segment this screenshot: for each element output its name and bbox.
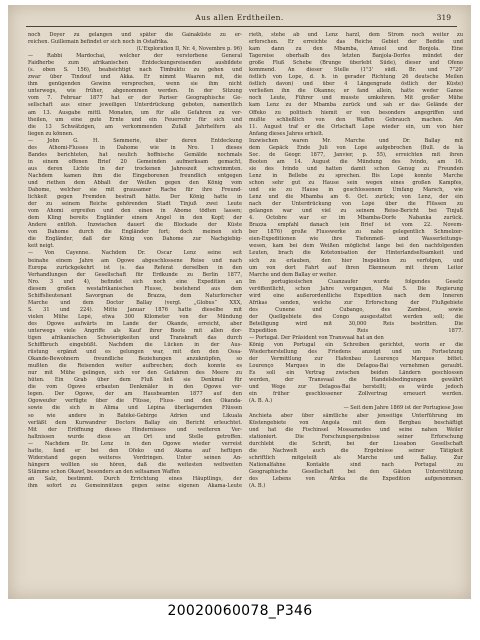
text-line: mußte schließlich von den Waffen Gebrauch machen. Am [249,116,463,123]
text-line: kommend. An dieser Stelle (1°3' südl. Br. und 7°20' [249,67,463,74]
text-line: des Ogowe aufwärts im Lande der Okande, erreicht, aber [28,320,242,327]
text-line: des Lebens von Afrika die Expedition aufgenommen. [249,475,463,482]
text-line: an Salz, bestimmt. Durch Errichtung eines Häuptlings, der [28,475,242,482]
text-line: der Quellgebiete des Congo ausgestattet werden soll; die [249,313,463,320]
text-line: Lourenço Marques in die Delagoa-Bai vernehmen geraubt. [249,363,463,370]
text-line: nur mit Mühe gelingen, sich vor den Gefahren des Meere zu [28,370,242,377]
text-line: keit neigt. [28,243,55,250]
text-line: S. 31 und 224). Mitte Januar 1876 hatte dieselbe mit [28,306,242,313]
text-line: schon sehr gut zu Hause sein wegen eines großen Kampfes, [249,179,463,186]
text-line: Booten am 14. August die Mündung des Ivindo, am 16. [249,158,463,165]
text-line: Anchieta aber über sämtliche aber jenseitige Unterführung im [249,412,463,419]
text-line: hüten. Ein Grab über dem Fluß ließ sie Denkmal für [28,377,242,384]
text-line: dem Kling bereits Engländer einem Angel in den Kopf; der [28,215,242,222]
text-line: (A. B. A.) [249,398,273,405]
text-line: Expedition Reis 1877. [249,327,463,334]
text-line: 11. August traf er die Ortschaft Lopé wieder ein, um von hier [249,123,463,130]
text-line: Okande-Bewohnern freundliche Beziehungen anzuknüpfen, so [28,356,242,363]
text-line: — Portugal. Der Präsident von Transvaal hat an den [249,335,384,342]
text-line: aus deren Lichte in der trockenen Jahreszeit schwimmten. [28,165,242,172]
text-line: König von Portugal ein Schreiben gerichtet, worin er die [249,342,463,349]
text-line: der Vermittlung zur Hafenbau Lourenço Marques bittet. [249,356,463,363]
text-line: sich zu erlauben, den hier Inspektion zu verfolgen, und [249,257,463,264]
text-line: Ogoweufer verfügte über die Flüsse, Fluss- und den Okanda- [28,398,242,405]
text-line: ihm genügenden Gewinn versprechen, wenn sie ihm nicht [28,81,242,88]
text-line: Schiffbruch eingebüßt. Nachdem die Lücken in der Aus- [28,342,242,349]
text-line: Europa zurückgekehrt ist (s. das Referat derselben in den [28,264,242,271]
text-line: haltnissen wurde diese an Ort und Stelle getroffen. [28,433,242,440]
text-line: legen. Der Ogowe, der am Hausbeamten 1877 auf den [28,391,242,398]
text-line: die vom Ogowe erbauten Denkmäler in den Ogowe ver- [28,384,242,391]
text-line: Beteiligung wird mit 30,000 Reis bestritten. Die [249,320,463,327]
text-line: und hat die Fischinsel Mossamedes und seine nahen Weiler [249,426,463,433]
text-line: rieth, stehe ab und Lenz harzl, dem Strom noch weiter zu [249,32,463,38]
text-line: Inzwischen waren Mr. Marche und Dr. Ballay mit [249,137,463,144]
text-line: 4. Octobre war er im Mbamba-Dorfe Nabanka zurück. [249,215,463,222]
text-line: östlich davon) und über 4 Längengrade östlich der Küste) [249,81,463,88]
text-line: des Athomi-Flusses in Dahome wie in Nro. 1 dieses [28,144,242,151]
text-line: hängern wollten sie hören, daß die weitesten weltweiten [28,461,242,468]
text-line: Faidherbe zum afrikanischen Entdeckungsreisenden ausbildete [28,60,242,67]
text-line: noch Leute, Führer und musste umkehren. Mit großer Mühe [249,95,463,102]
text-line: Marche und dem Ballay er weiter. [249,271,337,278]
text-line: Offeko zu politisch hiemit er von besonders angegriffen und [249,109,463,116]
text-line: Nachdem kamen ihm die Eingeborenen freundlich entgegen [28,172,242,179]
text-line: Tagereise oberhalb des letzten Banjola-Dorfes mündet der [249,53,463,60]
text-line: und Wege zur Delagoa-Bai herstellt; es würde jedoch [249,384,463,391]
text-line: Es soll ein Vertrag zwischen beiden Ländern geschlossen [249,370,463,377]
running-title: Aus allen Erdtheilen. [195,13,284,22]
text-line: Andere entfloh. Inzwischen dauert die Blockade der Küste [28,222,242,229]
text-line: in einem offenen Brief 20 Gemeinden aufmerksam gemacht, [28,158,242,165]
text-line: vielen Mühe Lopé, etwa 300 Kilometer von der Mündung [28,313,242,320]
text-line: ihm sofort zu Gemeinnützen gegen seine eigenen Akama-Leute [28,483,242,489]
text-line: — John G. H. Semmerie, über deren Entdeckung [28,137,242,144]
text-line: die Engländer, daß der König von Dahome zur Nachgiebig- [28,236,242,243]
text-line: am 13. Ausgabe mittl. Monaten, um für alle Gefahren zu ver- [28,109,242,116]
text-line: dem Gepäck Ende Juli von Lopé aufgebrochen (Bull. de la [249,144,463,151]
text-line: sie des Ivindo und hatten damit schon Genug zu Freunden [249,165,463,172]
text-line: und sie zu Hause in geschlossenem Umfang Marsch, wie [249,187,463,194]
text-line: eien-Expeditionen wie ihre Tiefenmeß- und Wasserleitungs- [249,236,463,243]
text-line: noch Doyer zu gelangen und später die Gainaküste zu er- [28,32,242,38]
text-line: die Nachwelt auch die Ergebnisse seiner Tätigkeit [249,447,463,454]
text-line: Leuten, brach die Kotetonisation der Hinterlandseltsamkeit und [249,250,463,257]
text-line: kam Lenz zu der Mbamba zurück und sah er das Gelände der [249,102,463,109]
text-line: nach der Unterdrückung von Lopé über die Flüssen zu [249,201,463,208]
text-line: unterwegs, wie früher, abgenommen werden. In der Sitzung [28,88,242,95]
text-line: werden, der Transvaal die Handelsbedingungen gewährt [249,377,463,384]
text-line: Soc. de Géogr. 1877, Janvier, p. 55), erreichten mit ihren [249,151,463,158]
text-line: Marche und dem Doctor Ballay (vergl. „Globus“ XXX, [28,299,242,306]
text-line: Nro. 3 und 4), befindet sich noch eine Expedition an [28,278,242,285]
text-line: ein früher geschlossener Zollvertrag erneuert werden. [249,391,463,398]
text-line: verläßt dem Kurwandrer Doctors Ballay ein Bericht erleuchtet. [28,419,242,426]
text-line: um von dort Fahrt auf ihren Ekenneum mit ihrem Leitor [249,264,463,271]
text-line: theilen, um eine gute Ernte und ein Feuerrohr für sich und [28,116,242,123]
text-line: der zu seinem Reiche gehörenden Stadt Tinjuß zwei Leute [28,201,242,208]
text-line: östlich von Lope, d. h. in gerader Richtung 26 deutsche Meilen [249,74,463,81]
text-line: Wiederherstellung des Friedens anzeigt und um Fortsetzung [249,349,463,356]
text-line: diesem großen westafrikanischen Flusse, bestehend aus dem [28,285,242,292]
text-line: wesen, kam bei dem Weißen möglichst lange bei den nachfolgenden [249,243,463,250]
right-column [249,32,463,490]
text-line: Brazza empfahl danach (ein Brief ist vom 22. Novem- [249,222,463,229]
text-line: veröffentlicht, schon Jahre vergangen, Mai 5. Die Regierung [249,285,463,292]
text-line: Anfang dieses Jahres erhielt. [249,130,324,137]
text-line: stationiert. Die Forschungsergebnisse seiner Erforschung [249,433,463,440]
text-line: vom 7. Februar 1877 hat er der Pariser Geographische Ge- [28,95,242,102]
text-line: so wie andere in Batéké-Gebirge Adrien und Likuala [28,412,242,419]
text-line: lichkeit gegen Fremden bestraft hätte. Der König hatte in [28,194,242,201]
text-line: Küstengebiete von Angola mit dem Bergbau beschäftigt [249,419,463,426]
text-line: Nationalfahne Kontakte sind nach Portugal zu [249,461,463,468]
text-line: Mit der Eröffnung dieses Hindernisses und weiteren Ver- [28,426,242,433]
header-rule [26,26,457,27]
text-line: — Nachdem Dr. Lenz in den Ogowe wieder verreist [28,440,242,447]
text-line: Lenz in Bellebe zu sprechen. Bis Lopé konnte Marche [249,172,463,179]
text-line: des Cunene und Cubango, des Zambesi, sowie [249,306,463,313]
text-line: Lenz und die Mbamba am 6. Oct. zurück; von Lenz, der ein [249,194,463,201]
running-header [8,13,471,25]
text-line: (s. oben S. 156), beabsichtigt nach Timbuktu zu gehen und [28,67,242,74]
scanned-page [8,5,471,599]
text-line: (L'Exploration II, Nr. 4, Novembre p. 96) [136,46,242,53]
text-line: wird eine außerordentliche Expedition nach dem Inneren [249,292,463,299]
text-line: durchlebt die Schrift, bei der Lissabon Gesellschaft [249,440,463,447]
page-number: 319 [436,13,451,22]
text-line: hatte, fand er bei den Ofeko und Akama auf heftigen [28,447,242,454]
text-line: erforschen. Er erreichte das Reiche Gebiet der Beddie und [249,39,463,46]
text-line: unterwegs viele Angriffe als Kauf ihrer Boote mit allen dor- [28,327,242,334]
text-line: Geographische Gesellschaft bei den Gästen Unterstützung [249,468,463,475]
text-line: große Fluß Schebe (Brunge überlebt Süde), dieser und Ofeno [249,60,463,67]
text-line: ber 1876) große Flusswerke zu nahe gelegentlich Schmelzer- [249,229,463,236]
text-line: liegen zu können. [28,130,74,137]
text-line: Bandes berichteten, hat neulich hoffnische Gemälde nochmals [28,151,242,158]
text-line: rüstung ergänzt und es gelungen war, mit den den Ossa- [28,349,242,356]
text-line: kam dann zu den Mbamba, Amuol und Bonjola. Eine [249,46,463,53]
text-line: Im portugiesischen Cuanzaufer wurde folgendes Gesetz [249,278,463,285]
text-line: — Seit dem Jahre 1869 ist der Portugiese Jose [343,405,463,412]
text-line: zwar über Tindouf und Akka. Er nimmt Waaren mit, die [28,74,242,81]
text-line: Verhandlungen der Gesellschaft für Erdkunde zu Berlin 1877, [28,271,242,278]
text-line: — Von Cayenne. Nachdem Dr. Oscar Lenz seine seit [28,250,242,257]
text-line: mußten die Reisenden weiter aufbrechen; doch konnte es [28,363,242,370]
text-line: von Dahome durch die Engländer fort; doch meinen sich [28,229,242,236]
image-caption: 20020060078_P346 [167,603,313,619]
left-column [28,32,242,490]
text-line: verließen ihn die Okanno; er fand allein, hatte weder Ganoe [249,88,463,95]
text-line: Afrikas senden, welche zur Erforschung der Flußgebiete [249,299,463,306]
text-line: reichen. Guillemain befindet er sich noch in Ostafrika. [28,39,169,46]
text-line: Dahome, welcher sie mit grausamer Rache für ihre Freund- [28,187,242,194]
text-line: tigen afrikanischen Schwierigkeiten und Transkraft das durch [28,335,242,342]
text-line: (A. B.) [249,483,266,489]
text-line: vom Ahomi ergreifen und den einen in Abome tödten lassen; [28,208,242,215]
text-line: sowie die sich in Alima und Lépina überlagernden Flüssen [28,405,242,412]
text-line: Widerstand gegen weiteres Vordringen. Unter seinen An- [28,454,242,461]
text-line: gelangen war und viel zu seinem Reise-Bericht bei Tinjuß [249,208,463,215]
text-line: — Rabbi Mardochai, welcher der verstorbene General [28,53,242,60]
text-line: Schiffslieutenant Savorgnan de Brazza, dem Naturforscher [28,292,242,299]
text-line: und riethen dem Abbalt der Weißen gegen den König vom [28,179,242,186]
text-line: schriftlich mitgeteilt als Marche und Ballay. Zur [249,454,463,461]
text-line: beinahe einem Jahre am Ogowe abgeschlossene Reise und nach [28,257,242,264]
text-line: Stämme schon Okawf, besonders an den seltsamen Waffen [28,468,180,475]
text-line: sellschaft aus einer jeweiligen Unterdrückung geboten, namentlich [28,102,242,109]
text-line: die 13 Schwätzigen, am verkommenden Zufall Jahrhelfern als [28,123,242,130]
